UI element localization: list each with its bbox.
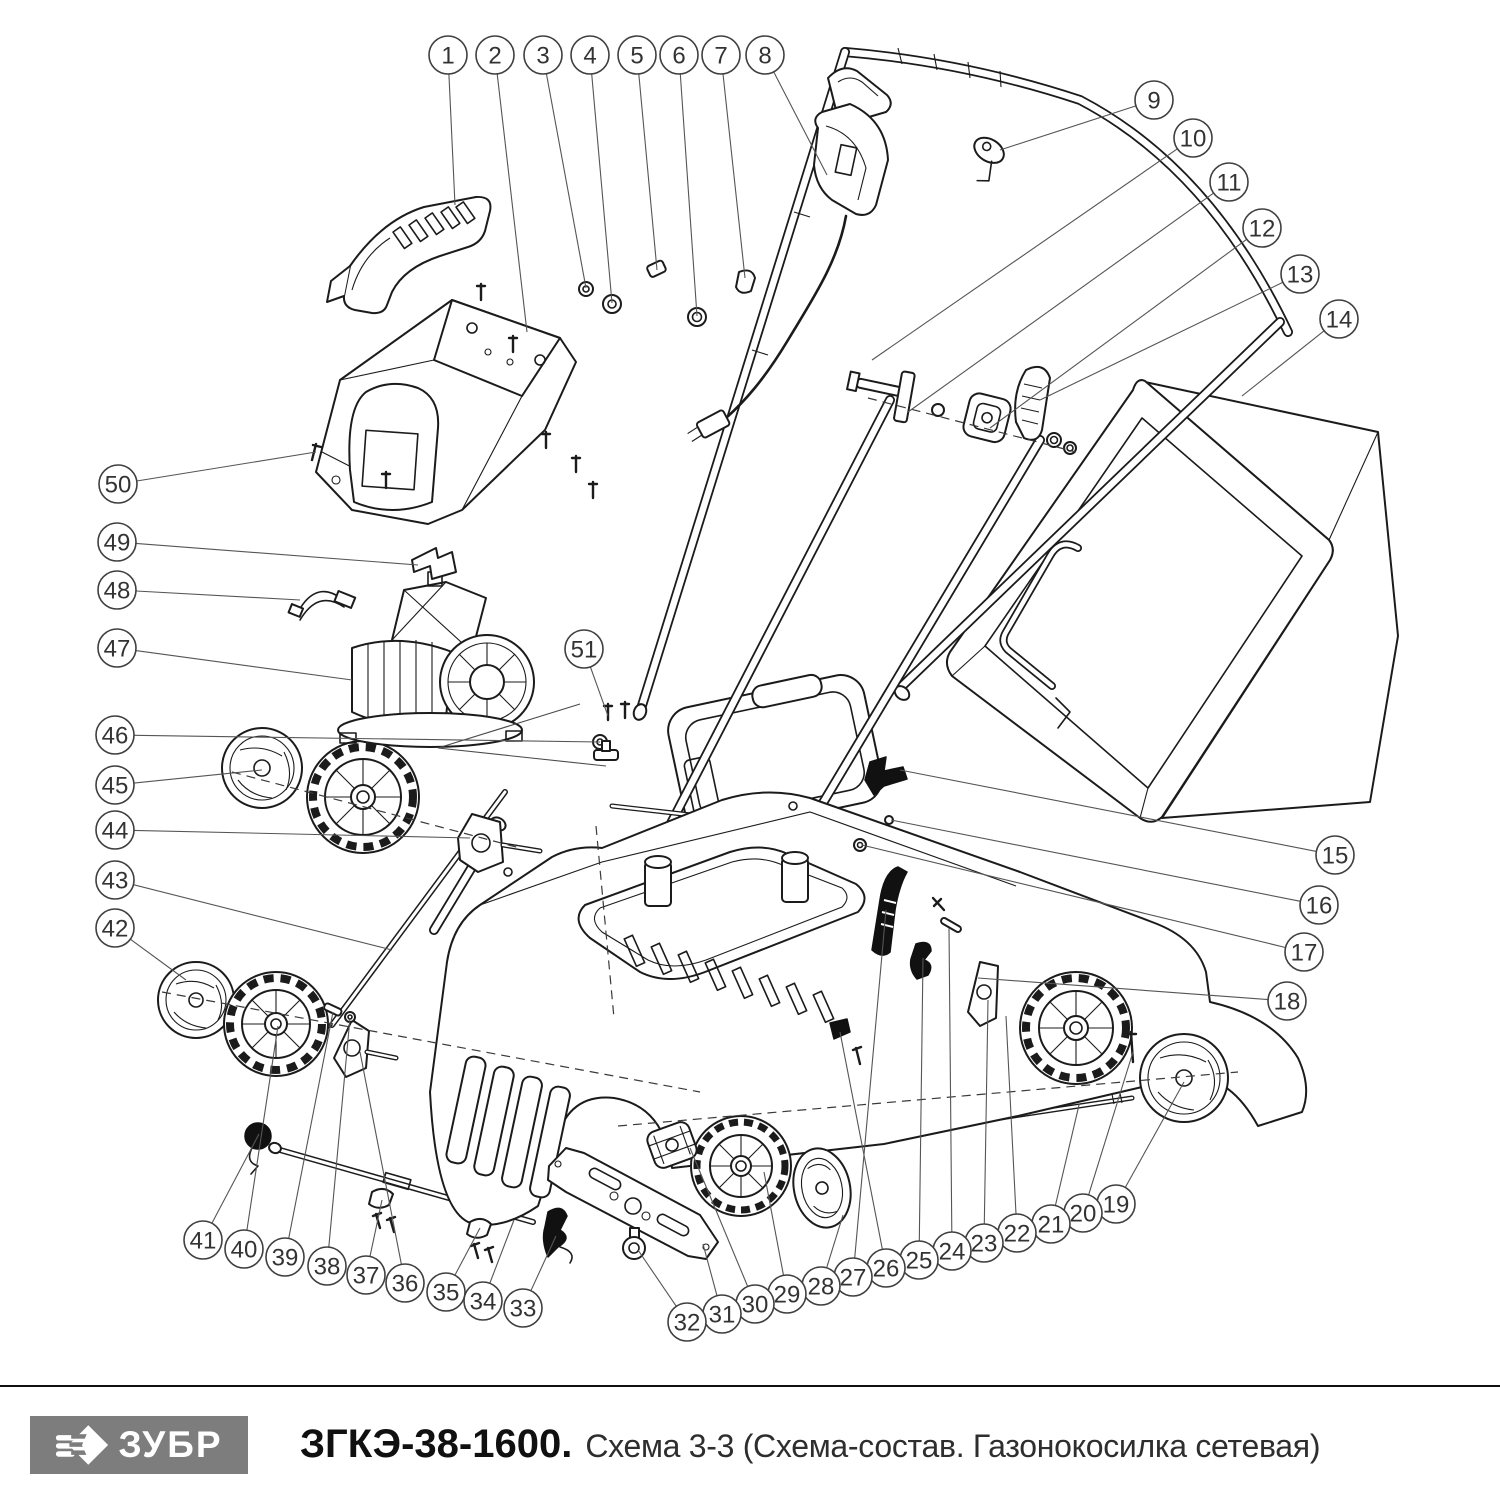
callout-number: 51 xyxy=(570,636,598,664)
axle-bracket-front-left xyxy=(334,1020,396,1077)
callout-number: 20 xyxy=(1069,1200,1097,1228)
callout-number: 9 xyxy=(1147,87,1161,115)
callout-number: 16 xyxy=(1305,892,1333,920)
power-wire xyxy=(289,591,356,620)
callout-number: 48 xyxy=(103,577,131,605)
callout-4 xyxy=(571,36,612,303)
callout-number: 26 xyxy=(872,1255,900,1283)
leader-line xyxy=(360,1052,401,1264)
wheel-right-rear xyxy=(1020,972,1132,1084)
callout-1 xyxy=(429,36,467,205)
diagram-caption xyxy=(300,1422,1320,1467)
callout-number: 11 xyxy=(1216,169,1242,197)
callout-number: 46 xyxy=(101,722,129,750)
callout-28 xyxy=(802,1215,843,1305)
leader-line xyxy=(137,452,316,481)
callout-number: 14 xyxy=(1325,306,1353,334)
power-cable xyxy=(685,216,846,444)
leader-line xyxy=(546,74,586,288)
callout-11 xyxy=(908,163,1248,412)
leader-line xyxy=(130,939,186,980)
wheel-cover-right-rear xyxy=(1140,1034,1228,1122)
leader-line xyxy=(136,543,418,565)
brand-name: ЗУБР xyxy=(118,1424,223,1465)
callout-number: 28 xyxy=(807,1273,835,1301)
wheel-left-front xyxy=(224,972,328,1076)
callout-49 xyxy=(98,523,418,565)
diagram-subtitle: Схема 3-3 (Схема-состав. Газонокосилка сетевая) xyxy=(585,1428,1321,1464)
callout-32 xyxy=(638,1250,706,1341)
leader-line xyxy=(497,74,527,332)
callout-number: 40 xyxy=(230,1236,258,1264)
wheel-cover-left-front xyxy=(158,962,234,1038)
callout-number: 4 xyxy=(583,42,597,70)
callout-number: 45 xyxy=(101,772,129,800)
leader-line xyxy=(590,667,608,716)
leader-line xyxy=(212,1134,259,1223)
model-number: ЗГКЭ-38-1600. xyxy=(300,1422,573,1466)
leader-line xyxy=(449,74,455,205)
callout-number: 49 xyxy=(103,529,131,557)
wheel-rear-center xyxy=(691,1116,791,1216)
footer xyxy=(0,1385,1500,1502)
callout-37 xyxy=(347,1200,385,1294)
callout-number: 27 xyxy=(839,1264,867,1292)
clamp-set-1 xyxy=(467,1219,493,1262)
wheel-cover-rear-center xyxy=(786,1143,857,1233)
callout-number: 31 xyxy=(708,1301,736,1329)
callout-number: 38 xyxy=(313,1253,341,1281)
callout-number: 21 xyxy=(1037,1211,1065,1239)
callout-number: 17 xyxy=(1290,939,1318,967)
leader-line xyxy=(592,74,612,303)
callout-number: 6 xyxy=(672,42,686,70)
callout-number: 2 xyxy=(488,42,502,70)
callout-number: 41 xyxy=(189,1227,217,1255)
cable-clip xyxy=(959,132,1009,185)
callout-number: 3 xyxy=(536,42,550,70)
callout-number: 13 xyxy=(1286,261,1314,289)
zubr-logo-icon xyxy=(55,1419,109,1471)
callout-number: 24 xyxy=(938,1238,966,1266)
callout-48 xyxy=(98,571,300,609)
callout-number: 42 xyxy=(101,915,129,943)
switch-housing xyxy=(814,104,888,215)
spring-33 xyxy=(544,1208,567,1257)
callout-number: 30 xyxy=(741,1291,769,1319)
callout-2 xyxy=(476,36,527,332)
callout-number: 25 xyxy=(905,1247,933,1275)
callout-7 xyxy=(702,36,745,278)
callout-number: 39 xyxy=(271,1244,299,1272)
motor-cover xyxy=(316,300,576,524)
callout-number: 1 xyxy=(441,42,455,70)
capacitor-bracket xyxy=(412,548,456,579)
callout-number: 19 xyxy=(1102,1191,1130,1219)
callout-number: 33 xyxy=(509,1295,537,1323)
callout-50 xyxy=(99,452,316,503)
callout-number: 12 xyxy=(1248,215,1276,243)
leader-line xyxy=(638,1250,676,1306)
callout-number: 5 xyxy=(630,42,644,70)
leader-line xyxy=(136,651,352,680)
callout-number: 23 xyxy=(970,1230,998,1258)
callout-number: 50 xyxy=(104,471,132,499)
leader-line xyxy=(723,74,745,278)
leader-line xyxy=(136,591,300,600)
callout-5 xyxy=(618,36,657,270)
callout-number: 10 xyxy=(1179,125,1207,153)
callout-3 xyxy=(524,36,586,288)
callout-number: 7 xyxy=(714,42,728,70)
callout-number: 44 xyxy=(101,817,129,845)
callout-number: 37 xyxy=(352,1262,380,1290)
leader-line xyxy=(639,74,657,270)
callout-number: 15 xyxy=(1321,842,1349,870)
handle-grip xyxy=(327,197,490,313)
callout-number: 29 xyxy=(773,1281,801,1309)
leader-line xyxy=(1055,1105,1079,1206)
callout-51 xyxy=(565,630,608,716)
callout-number: 32 xyxy=(673,1309,701,1337)
spring-clip-15 xyxy=(865,757,907,795)
brand-logo xyxy=(30,1416,248,1474)
callout-number: 47 xyxy=(103,635,131,663)
motor xyxy=(338,572,534,747)
callout-number: 22 xyxy=(1003,1220,1031,1248)
callout-47 xyxy=(98,629,352,680)
callout-number: 35 xyxy=(432,1279,460,1307)
callout-43 xyxy=(96,861,392,950)
leader-line xyxy=(490,1220,514,1283)
callout-number: 8 xyxy=(758,42,772,70)
callout-number: 34 xyxy=(469,1288,497,1316)
leader-line xyxy=(1040,282,1283,400)
leader-line xyxy=(133,885,392,950)
callout-6 xyxy=(660,36,698,316)
callout-number: 18 xyxy=(1273,988,1301,1016)
wheel-cover-left-rear xyxy=(222,728,302,808)
grass-box xyxy=(947,380,1398,822)
leader-line xyxy=(1000,106,1136,150)
callout-number: 43 xyxy=(101,867,129,895)
callout-number: 36 xyxy=(391,1270,419,1298)
leader-line xyxy=(134,830,470,838)
leader-line xyxy=(680,74,697,316)
leader-line xyxy=(908,193,1214,412)
